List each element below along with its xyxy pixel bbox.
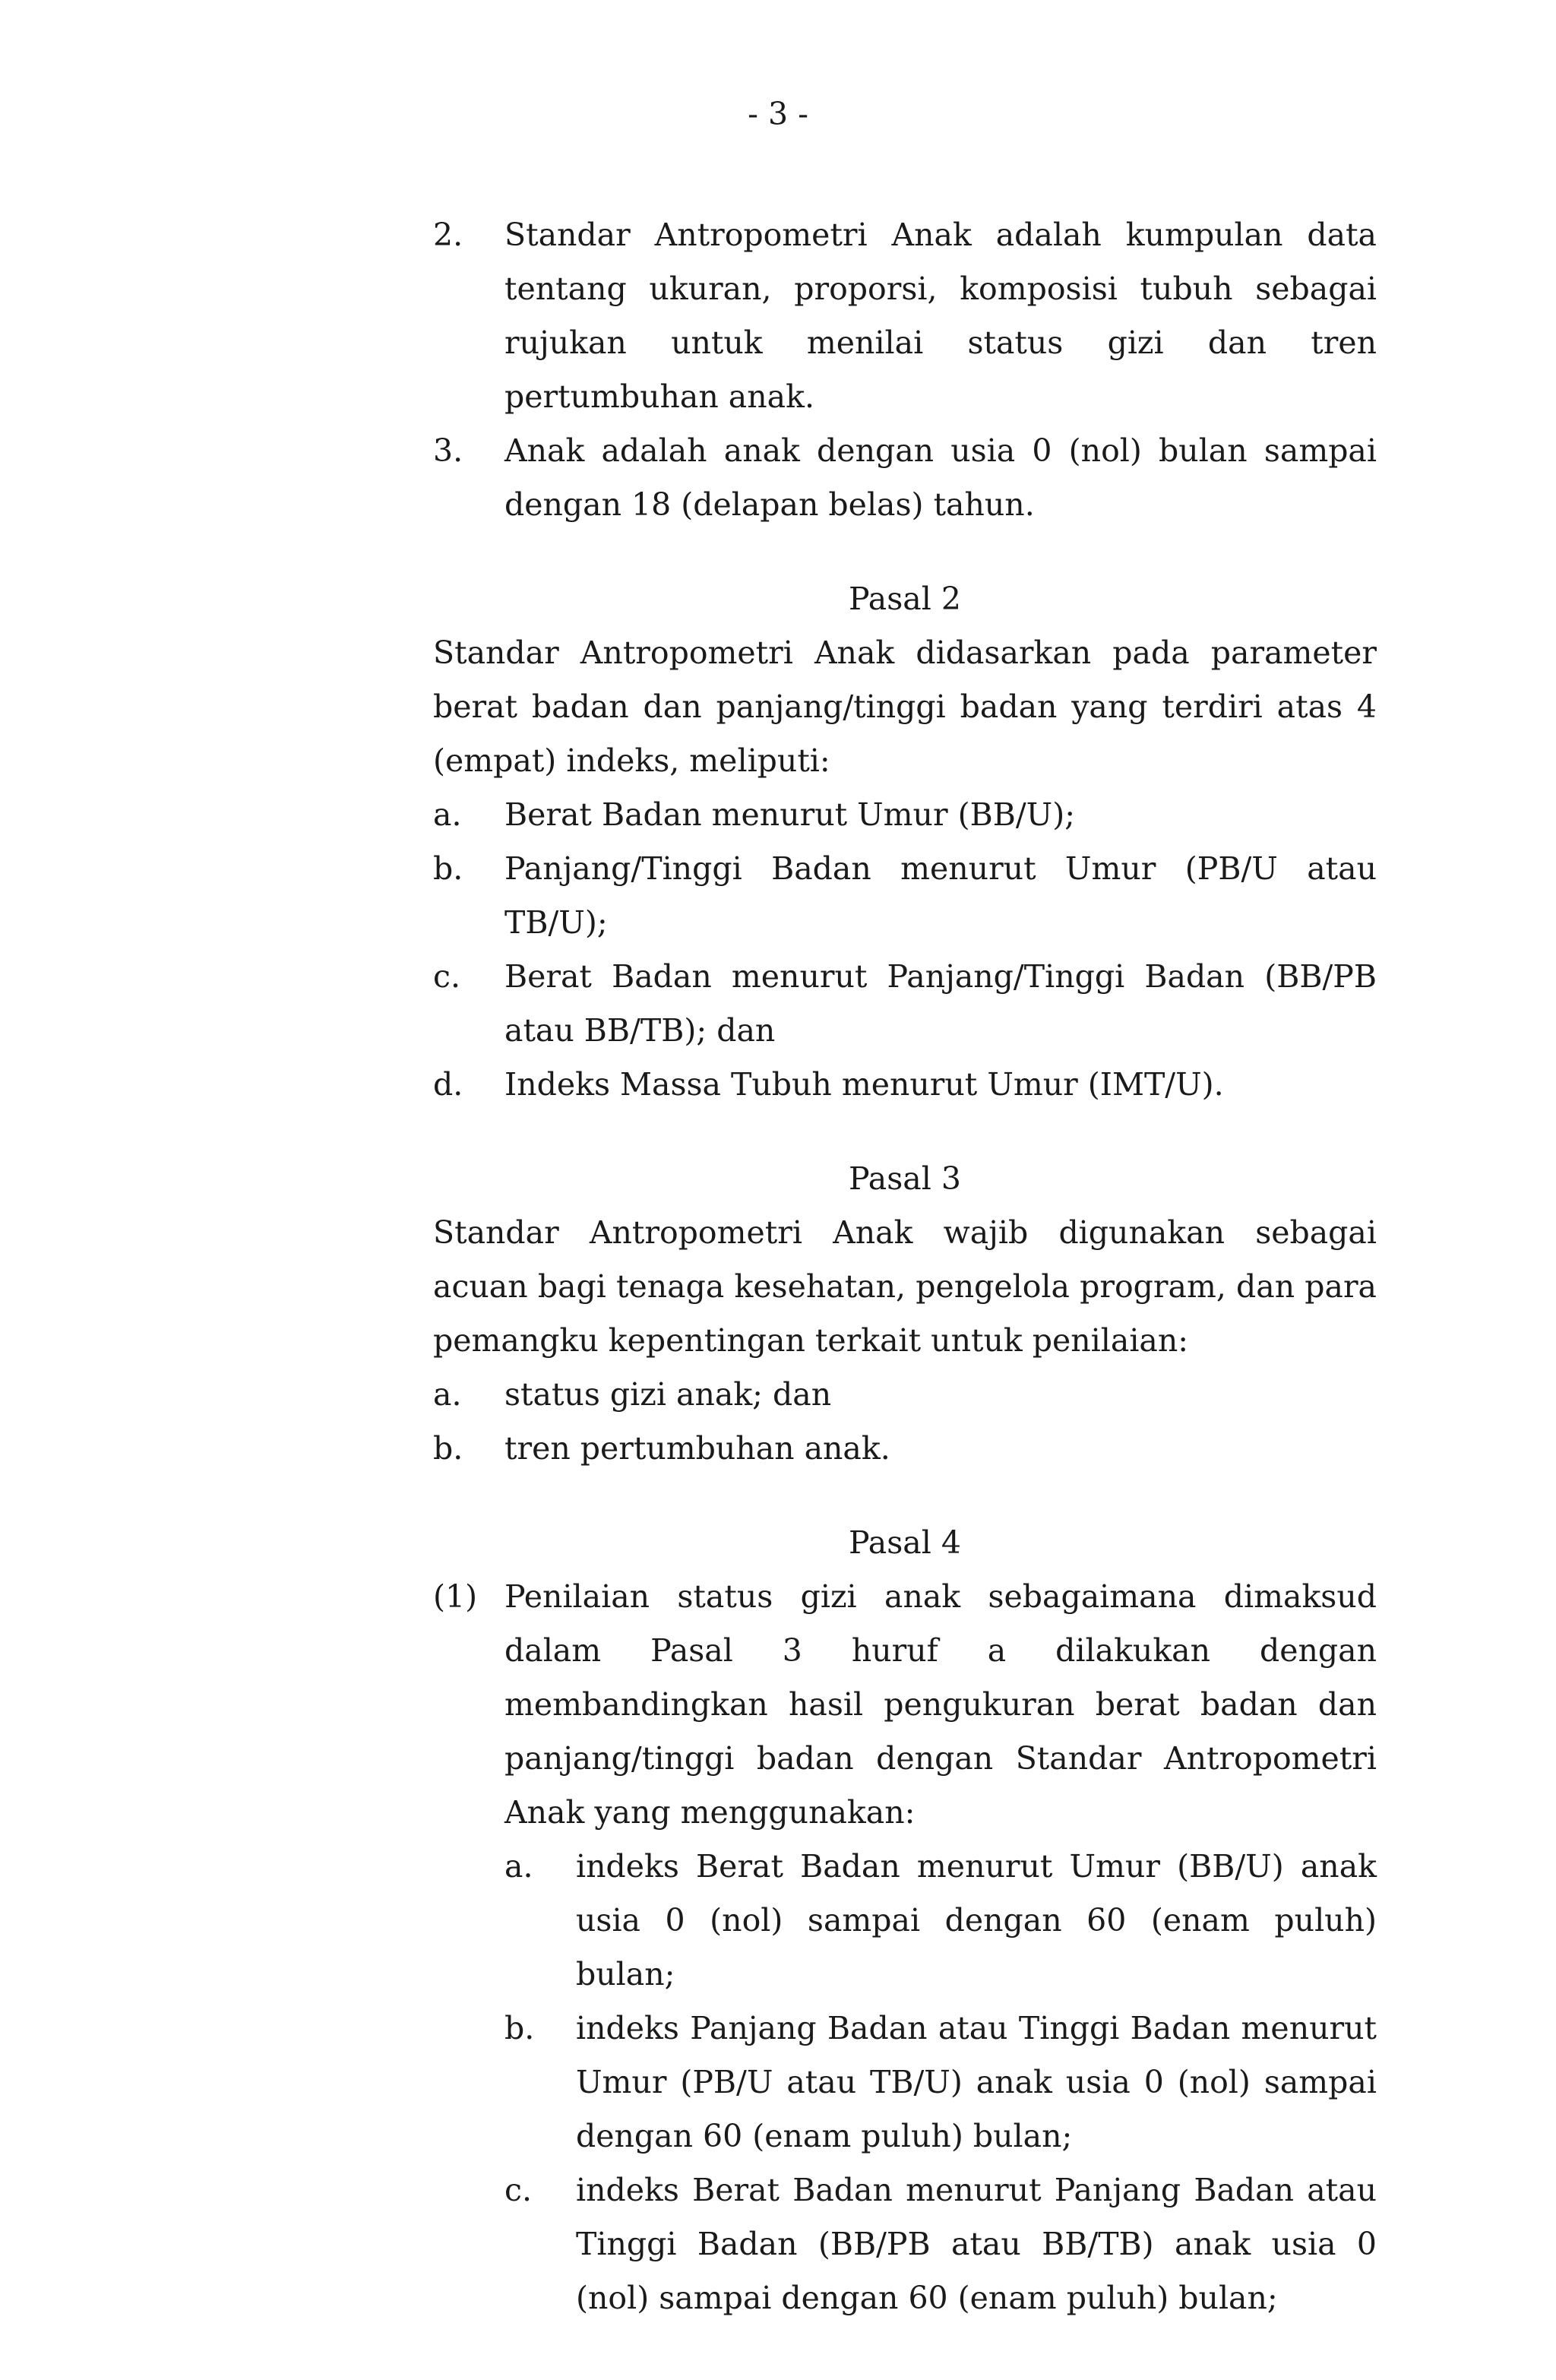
pasal-4-clause-1	[433, 1570, 1377, 2325]
definition-item-2	[433, 208, 1377, 424]
list-marker: c.	[504, 2172, 532, 2208]
list-text: indeks Berat Badan menurut Umur (BB/U) anak usia 0 (nol) sampai dengan 60 (enam puluh) bulan;	[576, 1848, 1377, 1992]
list-marker: b.	[433, 1430, 463, 1467]
clause-text: Penilaian status gizi anak sebagaimana dimaksud dalam Pasal 3 huruf a dilakukan dengan membandingkan hasil pengukuran berat badan dan panjang/tinggi badan dengan Standar Antropometri Anak yang menggunakan:	[504, 1578, 1377, 1831]
pasal-3-intro: Standar Antropometri Anak wajib digunakan sebagai acuan bagi tenaga kesehatan, pengelola program, dan para pemangku kepentingan terkait untuk penilaian:	[433, 1214, 1377, 1359]
pasal-4-sub-item-c	[504, 2163, 1377, 2325]
pasal-4-sub-item-a	[504, 1840, 1377, 2002]
list-marker: b.	[504, 2010, 535, 2046]
list-text: Berat Badan menurut Umur (BB/U);	[504, 796, 1076, 833]
definition-marker: 2.	[433, 217, 463, 253]
pasal-3-item-a	[433, 1368, 1377, 1422]
list-text: status gizi anak; dan	[504, 1376, 832, 1413]
list-marker: c.	[433, 958, 460, 995]
pasal-2-title: Pasal 2	[849, 581, 961, 617]
pasal-2-item-c	[433, 950, 1377, 1058]
list-marker: d.	[433, 1066, 463, 1103]
pasal-4-sub-item-b	[504, 2002, 1377, 2163]
list-text: indeks Berat Badan menurut Panjang Badan atau Tinggi Badan (BB/PB atau BB/TB) anak usia 0 (nol) sampai dengan 60 (enam puluh) bulan;	[576, 2172, 1377, 2316]
pasal-2-item-d	[433, 1058, 1377, 1112]
pasal-2-item-a	[433, 788, 1377, 842]
clause-marker: (1)	[433, 1578, 478, 1615]
definition-text: Standar Antropometri Anak adalah kumpulan data tentang ukuran, proporsi, komposisi tubuh sebagai rujukan untuk menilai status gizi dan tren pertumbuhan anak.	[504, 217, 1377, 415]
definition-marker: 3.	[433, 432, 463, 469]
pasal-4-title: Pasal 4	[849, 1524, 961, 1561]
list-text: Panjang/Tinggi Badan menurut Umur (PB/U atau TB/U);	[504, 850, 1377, 941]
list-marker: a.	[504, 1848, 533, 1885]
list-text: tren pertumbuhan anak.	[504, 1430, 890, 1467]
definition-item-3	[433, 424, 1377, 532]
list-text: Indeks Massa Tubuh menurut Umur (IMT/U).	[504, 1066, 1224, 1103]
list-text: indeks Panjang Badan atau Tinggi Badan menurut Umur (PB/U atau TB/U) anak usia 0 (nol) sampai dengan 60 (enam puluh) bulan;	[576, 2010, 1377, 2154]
pasal-2-intro: Standar Antropometri Anak didasarkan pada parameter berat badan dan panjang/tinggi badan yang terdiri atas 4 (empat) indeks, meliputi:	[433, 635, 1377, 779]
pasal-3-item-b	[433, 1422, 1377, 1476]
page-number: - 3 -	[748, 96, 808, 132]
pasal-3-title: Pasal 3	[849, 1160, 961, 1197]
list-marker: a.	[433, 1376, 462, 1413]
definition-text: Anak adalah anak dengan usia 0 (nol) bulan sampai dengan 18 (delapan belas) tahun.	[504, 432, 1377, 523]
list-text: Berat Badan menurut Panjang/Tinggi Badan (BB/PB atau BB/TB); dan	[504, 958, 1377, 1049]
list-marker: b.	[433, 850, 463, 887]
list-marker: a.	[433, 796, 462, 833]
pasal-2-item-b	[433, 842, 1377, 950]
document-body	[433, 208, 1377, 2325]
